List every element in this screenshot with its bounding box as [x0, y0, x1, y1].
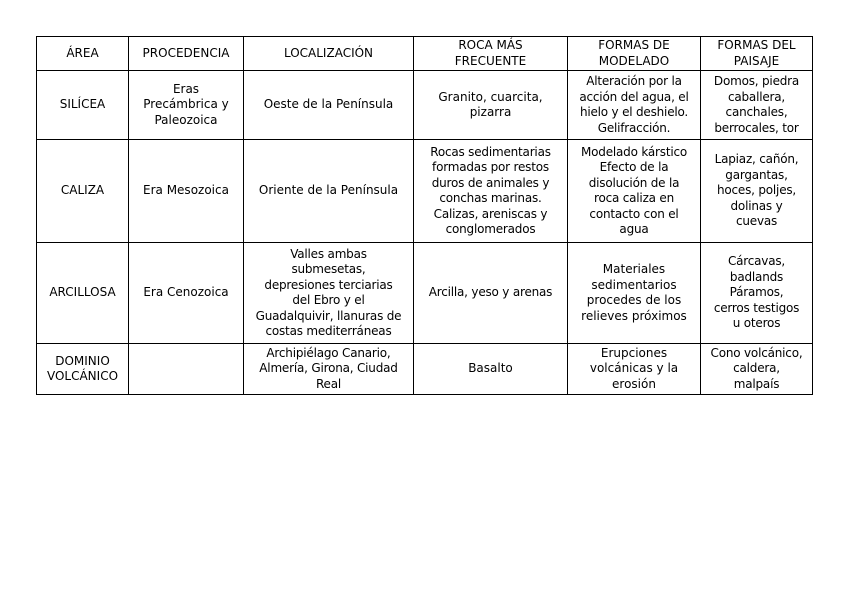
cell-roca: Arcilla, yeso y arenas: [414, 243, 568, 344]
cell-modelado: Materiales sedimentarios procedes de los relieves próximos: [568, 243, 701, 344]
cell-area: CALIZA: [37, 140, 129, 243]
cell-modelado: Alteración por la acción del agua, el hielo y el deshielo. Gelifracción.: [568, 71, 701, 140]
cell-roca: Granito, cuarcita, pizarra: [414, 71, 568, 140]
header-modelado: FORMAS DE MODELADO: [568, 37, 701, 71]
cell-modelado: Modelado kárstico Efecto de la disolución de la roca caliza en contacto con el agua: [568, 140, 701, 243]
cell-paisaje: Cárcavas, badlands Páramos, cerros testigos u oteros: [701, 243, 813, 344]
table-row: [37, 344, 813, 395]
cell-area: DOMINIO VOLCÁNICO: [37, 344, 129, 395]
cell-localizacion: Oeste de la Península: [244, 71, 414, 140]
header-procedencia: PROCEDENCIA: [129, 37, 244, 71]
header-row: [37, 37, 813, 71]
cell-roca: Basalto: [414, 344, 568, 395]
cell-paisaje: Cono volcánico, caldera, malpaís: [701, 344, 813, 395]
cell-localizacion: Oriente de la Península: [244, 140, 414, 243]
cell-area: SILÍCEA: [37, 71, 129, 140]
header-paisaje: FORMAS DEL PAISAJE: [701, 37, 813, 71]
cell-area: ARCILLOSA: [37, 243, 129, 344]
cell-modelado: Erupciones volcánicas y la erosión: [568, 344, 701, 395]
cell-roca: Rocas sedimentarias formadas por restos duros de animales y conchas marinas. Calizas, areniscas y conglomerados: [414, 140, 568, 243]
cell-paisaje: Domos, piedra caballera, canchales, berrocales, tor: [701, 71, 813, 140]
table-header: [37, 37, 813, 71]
header-roca: ROCA MÁS FRECUENTE: [414, 37, 568, 71]
cell-procedencia: [129, 344, 244, 395]
table-body: [37, 71, 813, 395]
header-area: ÁREA: [37, 37, 129, 71]
cell-procedencia: Era Mesozoica: [129, 140, 244, 243]
cell-paisaje: Lapiaz, cañón, gargantas, hoces, poljes, dolinas y cuevas: [701, 140, 813, 243]
cell-procedencia: Era Cenozoica: [129, 243, 244, 344]
relief-table: [36, 36, 813, 395]
table-row: [37, 243, 813, 344]
table-row: [37, 71, 813, 140]
cell-localizacion: Valles ambas submesetas, depresiones terciarias del Ebro y el Guadalquivir, llanuras de costas mediterráneas: [244, 243, 414, 344]
table-row: [37, 140, 813, 243]
cell-procedencia: Eras Precámbrica y Paleozoica: [129, 71, 244, 140]
cell-localizacion: Archipiélago Canario, Almería, Girona, Ciudad Real: [244, 344, 414, 395]
header-localizacion: LOCALIZACIÓN: [244, 37, 414, 71]
